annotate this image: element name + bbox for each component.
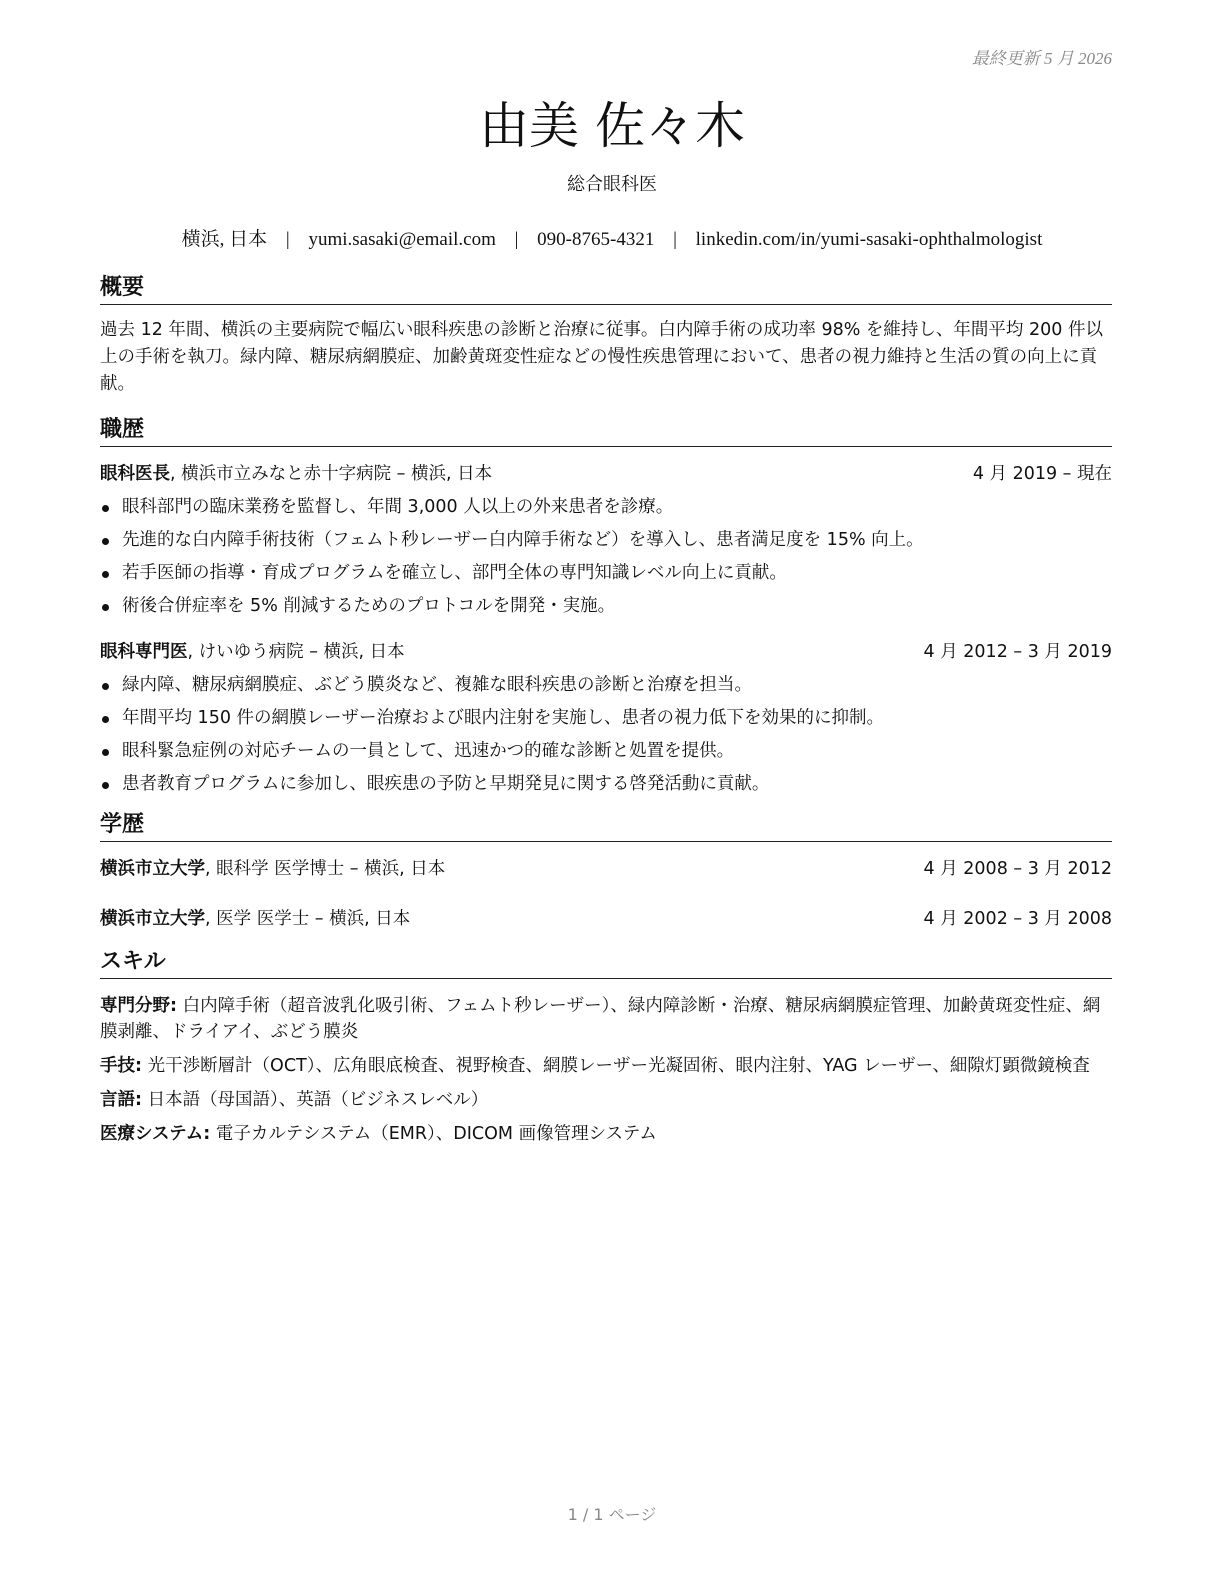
contact-location: 横浜, 日本 bbox=[181, 229, 268, 250]
education-entry bbox=[100, 856, 1112, 882]
job-header bbox=[100, 461, 1112, 487]
last-updated: 最終更新 5 月 2026 bbox=[971, 49, 1112, 68]
education-section bbox=[100, 811, 1112, 932]
job-bullet: 眼科緊急症例の対応チームの一員として、迅速かつ的確な診断と処置を提供。 bbox=[100, 735, 1112, 768]
contact-line bbox=[0, 224, 1224, 251]
job-entry bbox=[100, 639, 1112, 801]
candidate-name: 由美 佐々木 bbox=[479, 97, 745, 155]
education-school: 横浜市立大学 bbox=[100, 909, 205, 929]
contact-phone[interactable]: 090-8765-4321 bbox=[537, 229, 655, 250]
job-header bbox=[100, 639, 1112, 665]
skill-label: 言語: bbox=[100, 1090, 142, 1110]
education-dates: 4 月 2008 – 3 月 2012 bbox=[923, 859, 1112, 879]
skill-label: 医療システム: bbox=[100, 1124, 211, 1144]
section-heading-summary: 概要 bbox=[100, 274, 1112, 305]
education-entry bbox=[100, 906, 1112, 932]
job-bullet: 若手医師の指導・育成プログラムを確立し、部門全体の専門知識レベル向上に貢献。 bbox=[100, 557, 1112, 590]
job-bullet: 眼科部門の臨床業務を監督し、年間 3,000 人以上の外来患者を診療。 bbox=[100, 491, 1112, 524]
section-heading-experience: 職歴 bbox=[100, 416, 1112, 447]
job-bullets bbox=[100, 491, 1112, 623]
skill-label: 専門分野: bbox=[100, 996, 177, 1016]
job-title: 総合眼科医 bbox=[567, 174, 657, 195]
resume-content bbox=[100, 274, 1112, 1155]
skills-list bbox=[100, 993, 1112, 1147]
education-school-detail bbox=[100, 856, 445, 882]
contact-separator: | bbox=[285, 229, 290, 250]
job-bullet: 年間平均 150 件の網膜レーザー治療および眼内注射を実施し、患者の視力低下を効果的に抑制。 bbox=[100, 702, 1112, 735]
job-dates: 4 月 2012 – 3 月 2019 bbox=[923, 642, 1112, 662]
skill-text: 日本語（母国語）、英語（ビジネスレベル） bbox=[142, 1090, 489, 1110]
skills-section bbox=[100, 948, 1112, 1147]
section-heading-education: 学歴 bbox=[100, 811, 1112, 842]
job-bullet: 緑内障、糖尿病網膜症、ぶどう膜炎など、複雑な眼科疾患の診断と治療を担当。 bbox=[100, 669, 1112, 702]
summary-text: 過去 12 年間、横浜の主要病院で幅広い眼科疾患の診断と治療に従事。白内障手術の成功率 98% を維持し、年間平均 200 件以上の手術を執刀。緑内障、糖尿病網膜症、加齢黄斑変性症などの慢性疾患管理において、患者の視力維持と生活の質の向上に貢献。 bbox=[100, 320, 1103, 394]
contact-separator: | bbox=[673, 229, 677, 250]
education-school-detail bbox=[100, 906, 410, 932]
job-role: 眼科医長 bbox=[100, 464, 170, 484]
section-heading-skills: スキル bbox=[100, 948, 1112, 979]
job-org: , けいゆう病院 – 横浜, 日本 bbox=[187, 642, 405, 662]
contact-email[interactable]: yumi.sasaki@email.com bbox=[308, 229, 496, 250]
job-bullet: 術後合併症率を 5% 削減するためのプロトコルを開発・実施。 bbox=[100, 590, 1112, 623]
job-role-org bbox=[100, 639, 405, 665]
contact-separator: | bbox=[514, 229, 519, 250]
summary-section bbox=[100, 274, 1112, 398]
skill-label: 手技: bbox=[100, 1056, 142, 1076]
job-dates: 4 月 2019 – 現在 bbox=[972, 464, 1112, 484]
job-entry bbox=[100, 461, 1112, 623]
job-bullet: 患者教育プログラムに参加し、眼疾患の予防と早期発見に関する啓発活動に貢献。 bbox=[100, 768, 1112, 801]
skill-item bbox=[100, 993, 1112, 1045]
education-dates: 4 月 2002 – 3 月 2008 bbox=[923, 909, 1112, 929]
skill-item bbox=[100, 1087, 1112, 1113]
experience-section bbox=[100, 416, 1112, 801]
job-org: , 横浜市立みなと赤十字病院 – 横浜, 日本 bbox=[170, 464, 493, 484]
skill-text: 光干渉断層計（OCT）、広角眼底検査、視野検査、網膜レーザー光凝固術、眼内注射、YAG レーザー、細隙灯顕微鏡検査 bbox=[142, 1056, 1090, 1076]
page-number: 1 / 1 ページ bbox=[567, 1505, 657, 1524]
skill-item bbox=[100, 1121, 1112, 1147]
job-role: 眼科専門医 bbox=[100, 642, 188, 662]
skill-text: 白内障手術（超音波乳化吸引術、フェムト秒レーザー）、緑内障診断・治療、糖尿病網膜症管理、加齢黄斑変性症、網膜剥離、ドライアイ、ぶどう膜炎 bbox=[100, 996, 1101, 1042]
contact-linkedin[interactable]: linkedin.com/in/yumi-sasaki-ophthalmologist bbox=[695, 229, 1043, 250]
job-bullets bbox=[100, 669, 1112, 801]
job-bullet: 先進的な白内障手術技術（フェムト秒レーザー白内障手術など）を導入し、患者満足度を 15% 向上。 bbox=[100, 524, 1112, 557]
job-role-org bbox=[100, 461, 492, 487]
education-detail: , 眼科学 医学博士 – 横浜, 日本 bbox=[205, 859, 446, 879]
education-detail: , 医学 医学士 – 横浜, 日本 bbox=[205, 909, 411, 929]
education-school: 横浜市立大学 bbox=[100, 859, 205, 879]
skill-text: 電子カルテシステム（EMR）、DICOM 画像管理システム bbox=[210, 1124, 657, 1144]
skill-item bbox=[100, 1053, 1112, 1079]
